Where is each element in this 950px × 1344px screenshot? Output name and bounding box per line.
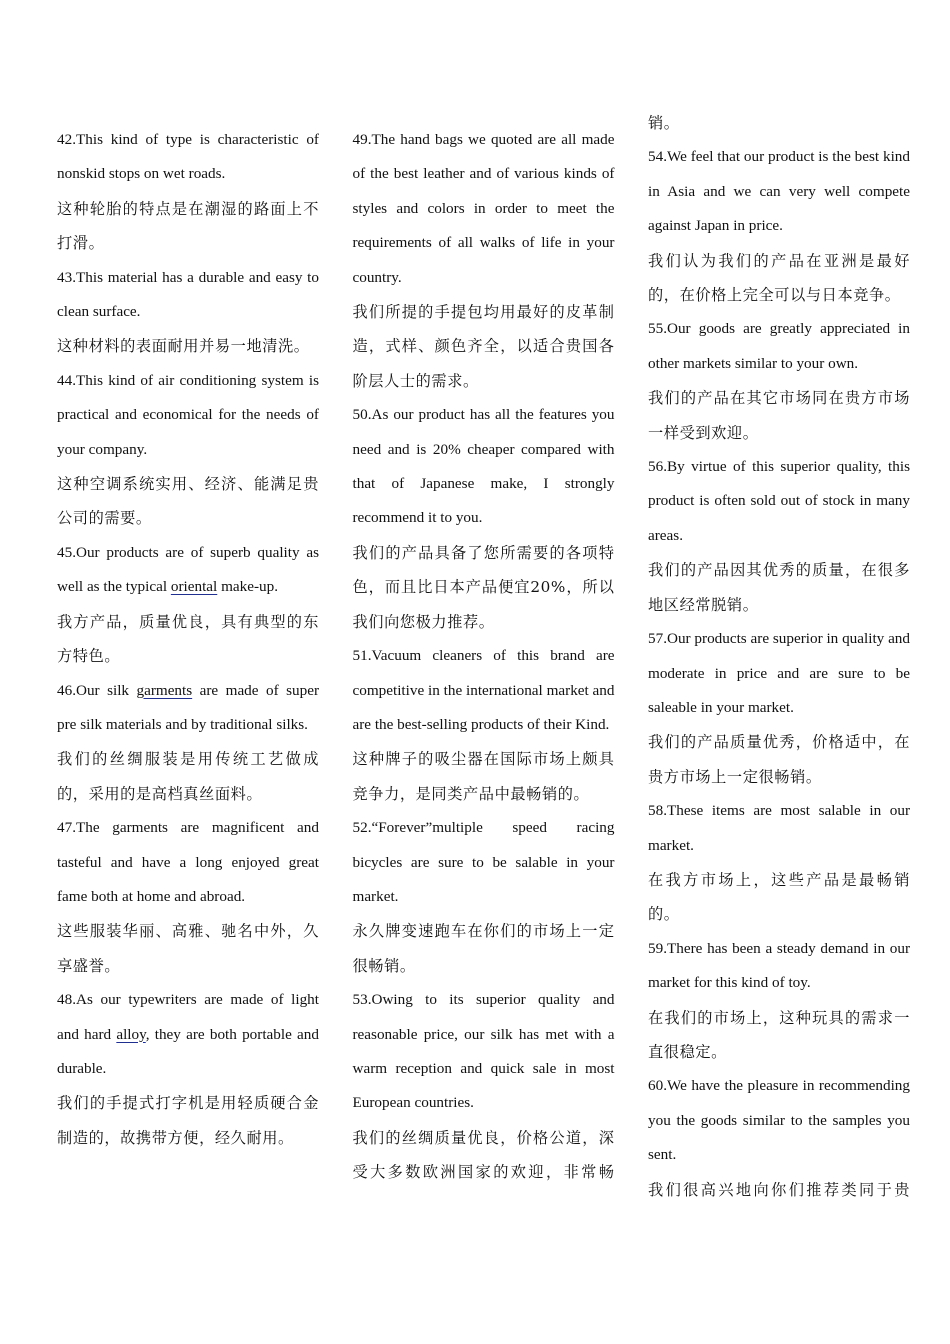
- sentence-56-en: 56.By virtue of this superior quality, this product is often sold out of stock in many areas.: [648, 458, 910, 544]
- sentence-49-cn: 我们所提的手提包均用最好的皮革制造，式样、颜色齐全，以适合贵国各阶层人士的需求。: [352, 303, 615, 390]
- sentence-48-en-part2: , they are both portable and durable.: [57, 1025, 319, 1077]
- sentence-54-cn: 我们认为我们的产品在亚洲是最好的，在价格上完全可以与日本竞争。: [648, 251, 910, 305]
- sentence-46-cn: 我们的丝绸服装是用传统工艺做成的，采用的是高档真丝面料。: [57, 750, 319, 803]
- sentence-46-en-part1: 46.Our silk: [57, 681, 137, 699]
- sentence-60-cn: 我们很高兴地向你们推荐类同于贵: [648, 1180, 910, 1199]
- sentence-50-en: 50.As our product has all the features you need and is 20% cheaper compared with that of Japanese make, I strongly recommend it to you.: [352, 406, 615, 527]
- sentence-45-en: [57, 536, 319, 605]
- sentence-44-cn: 这种空调系统实用、经济、能满足贵公司的需要。: [57, 475, 319, 528]
- column-3: [648, 106, 910, 1223]
- sentence-47-en: 47.The garments are magnificent and tasteful and have a long enjoyed great fame both at home and abroad.: [57, 819, 319, 905]
- underlined-word-garments: garments: [136, 681, 193, 699]
- sentence-56-cn: 我们的产品因其优秀的质量，在很多地区经常脱销。: [648, 561, 910, 614]
- sentence-45-en-part1: 45.Our products are of superb quality as well as the typical: [57, 543, 319, 596]
- sentence-57-cn: 我们的产品质量优秀，价格适中，在贵方市场上一定很畅销。: [648, 733, 910, 786]
- sentence-43-en: 43.This material has a durable and easy to clean surface.: [57, 268, 319, 321]
- sentence-58-cn: 在我方市场上，这些产品是最畅销的。: [648, 870, 910, 924]
- sentence-50-cn: 我们的产品具备了您所需要的各项特色，而且比日本产品便宜20%，所以我们向您极力推荐。: [352, 543, 615, 631]
- sentence-53-cn: 我们的丝绸质量优良，价格公道，深受大多数欧洲国家的欢迎，非常畅: [352, 1128, 615, 1182]
- column-1: [57, 123, 319, 1223]
- sentence-42-cn: 这种轮胎的特点是在潮湿的路面上不打滑。: [57, 199, 319, 253]
- sentence-57-en: 57.Our products are superior in quality and moderate in price and are sure to be saleable in your market.: [648, 630, 910, 716]
- underlined-word-oriental: oriental: [170, 578, 218, 596]
- column-2: [353, 123, 615, 1223]
- sentence-48-en-part1: 48.As our typewriters are made of light and hard: [57, 991, 319, 1043]
- sentence-47-cn: 这些服装华丽、高雅、驰名中外，久享盛誉。: [57, 922, 319, 975]
- sentence-48-cn: 我们的手提式打字机是用轻质硬合金制造的，故携带方便，经久耐用。: [57, 1094, 319, 1147]
- sentence-52-en: 52.“Forever”multiple speed racing bicycles are sure to be salable in your market.: [352, 819, 615, 905]
- sentence-53-cn-continued: 销。: [648, 114, 680, 132]
- sentence-58-en: 58.These items are most salable in our market.: [648, 802, 910, 854]
- sentence-43-cn: 这种材料的表面耐用并易一地清洗。: [57, 337, 310, 356]
- sentence-42-en: 42.This kind of type is characteristic of nonskid stops on wet roads.: [57, 131, 319, 183]
- underlined-word-alloy: alloy: [116, 1025, 146, 1043]
- sentence-51-cn: 这种牌子的吸尘器在国际市场上颇具竞争力，是同类产品中最畅销的。: [352, 750, 615, 803]
- sentence-59-en: 59.There has been a steady demand in our market for this kind of toy.: [648, 939, 910, 992]
- sentence-55-en: 55.Our goods are greatly appreciated in other markets similar to your own.: [648, 320, 910, 372]
- sentence-49-en: 49.The hand bags we quoted are all made of the best leather and of various kinds of styles and colors in order to meet the requirements of all walks of life in your country.: [352, 131, 615, 286]
- sentence-55-cn: 我们的产品在其它市场同在贵方市场一样受到欢迎。: [648, 389, 910, 442]
- document-page: [57, 114, 910, 1223]
- sentence-44-en: 44.This kind of air conditioning system is practical and economical for the needs of your company.: [57, 371, 319, 458]
- sentence-53-en: 53.Owing to its superior quality and reasonable price, our silk has met with a warm reception and quick sale in most European countries.: [352, 991, 615, 1112]
- sentence-46-en: [57, 674, 319, 743]
- sentence-46-en-part2: are made of super pre silk materials and by traditional silks.: [57, 681, 319, 733]
- sentence-60-en: 60.We have the pleasure in recommending you the goods similar to the samples you sent.: [648, 1077, 910, 1164]
- sentence-51-en: 51.Vacuum cleaners of this brand are competitive in the international market and are the best-selling products of their Kind.: [352, 647, 615, 733]
- sentence-59-cn: 在我们的市场上，这种玩具的需求一直很稳定。: [648, 1008, 910, 1061]
- sentence-45-en-part2: make-up.: [217, 578, 278, 596]
- sentence-48-en: [57, 983, 319, 1086]
- sentence-45-cn: 我方产品，质量优良，具有典型的东方特色。: [57, 612, 319, 666]
- sentence-52-cn: 永久牌变速跑车在你们的市场上一定很畅销。: [352, 922, 615, 975]
- sentence-54-en: 54.We feel that our product is the best kind in Asia and we can very well compete against Japan in price.: [648, 148, 910, 235]
